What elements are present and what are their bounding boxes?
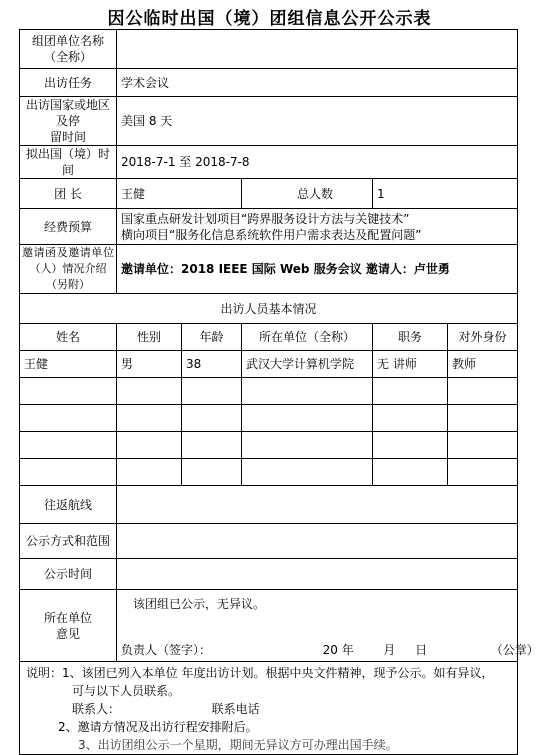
unit-opinion-label-line2: 意见	[55, 626, 80, 641]
unit-opinion-label-line1: 所在单位	[43, 610, 92, 625]
table-row	[20, 378, 518, 405]
table-row	[20, 459, 518, 486]
task-value: 学术会议	[117, 69, 518, 97]
invitation-label	[20, 245, 117, 294]
member-age: 38	[182, 351, 242, 378]
date-value: 2018-7-1 至 2018-7-8	[117, 146, 518, 179]
member-gender: 男	[117, 351, 182, 378]
member-position	[373, 459, 448, 486]
member-identity	[448, 405, 518, 432]
col-header-position: 职务	[373, 324, 448, 351]
member-identity	[448, 432, 518, 459]
member-name: 王健	[20, 351, 117, 378]
member-gender	[117, 405, 182, 432]
publicity-form-table	[19, 29, 539, 755]
invitation-label-line1: 邀请函及邀请单位	[22, 246, 114, 259]
leader-value: 王健	[117, 179, 242, 209]
notes-section	[20, 662, 518, 755]
publicity-method-label: 公示方式和范围	[20, 524, 117, 559]
contact-phone-label: 联系电话	[211, 702, 260, 716]
member-name	[20, 405, 117, 432]
org-name-value	[117, 30, 518, 69]
budget-line-1: 国家重点研发计划项目“跨界服务设计方法与关键技术”	[121, 211, 410, 226]
publicity-method-value	[117, 524, 518, 559]
unit-opinion-label	[20, 590, 117, 662]
member-name	[20, 432, 117, 459]
members-heading: 出访人员基本情况	[20, 294, 518, 324]
signature-line	[121, 642, 539, 658]
col-header-name: 姓名	[20, 324, 117, 351]
member-identity	[448, 378, 518, 405]
budget-line-2: 横向项目“服务化信息系统软件用户需求表达及配置问题”	[121, 227, 422, 242]
unit-opinion-text: 该团组已公示，无异议。	[133, 597, 266, 611]
destination-label-line2: 留时间	[49, 130, 86, 144]
member-gender	[117, 432, 182, 459]
invitation-value: 邀请单位：2018 IEEE 国际 Web 服务会议 邀请人：卢世勇	[117, 245, 518, 294]
invitation-label-line2: （人）情况介绍（另附）	[29, 262, 107, 291]
member-position: 无 讲师	[373, 351, 448, 378]
member-position	[373, 405, 448, 432]
budget-value	[117, 209, 518, 245]
note-line-4: 2、邀请方情况及出访行程安排附后。	[58, 720, 258, 734]
signature-day: 日	[415, 643, 428, 657]
total-label: 总人数	[242, 179, 373, 209]
member-unit	[242, 432, 373, 459]
member-identity: 教师	[448, 351, 518, 378]
destination-value: 美国 8 天	[117, 97, 518, 146]
member-age	[182, 405, 242, 432]
col-header-identity: 对外身份	[448, 324, 518, 351]
route-label: 往返航线	[20, 486, 117, 524]
org-name-label-line1: 组团单位名称	[31, 34, 104, 48]
date-label: 拟出国（境）时间	[20, 146, 117, 179]
publicity-time-label: 公示时间	[20, 559, 117, 590]
member-position	[373, 432, 448, 459]
member-unit	[242, 459, 373, 486]
member-gender	[117, 378, 182, 405]
signature-label: 负责人（签字）：	[121, 643, 212, 657]
org-name-label-line2: （全称）	[43, 50, 92, 64]
publicity-time-value	[117, 559, 518, 590]
total-value: 1	[373, 179, 518, 209]
unit-opinion-value	[117, 590, 539, 662]
member-unit: 武汉大学计算机学院	[242, 351, 373, 378]
note-line-5: 3、出访团组公示一个星期，期间无异议方可办理出国手续。	[78, 738, 398, 752]
note-line-1: 说明：1、该团已列入本单位 年度出访计划。根据中央文件精神，现予公示。如有异议，	[26, 666, 494, 680]
member-name	[20, 459, 117, 486]
member-gender	[117, 459, 182, 486]
task-label: 出访任务	[20, 69, 117, 97]
member-name	[20, 378, 117, 405]
col-header-unit: 所在单位（全称）	[242, 324, 373, 351]
signature-month: 月	[383, 643, 396, 657]
member-identity	[448, 459, 518, 486]
note-line-3	[26, 700, 511, 718]
member-unit	[242, 405, 373, 432]
signature-year: 20 年	[322, 643, 354, 657]
member-age	[182, 459, 242, 486]
destination-label-line1: 出访国家或地区及停	[25, 98, 110, 128]
table-row	[20, 351, 518, 378]
official-seal-label: （公章）	[490, 643, 539, 657]
destination-label	[20, 97, 117, 146]
member-age	[182, 432, 242, 459]
leader-label: 团 长	[20, 179, 117, 209]
table-row	[20, 432, 518, 459]
col-header-gender: 性别	[117, 324, 182, 351]
route-value	[117, 486, 518, 524]
member-position	[373, 378, 448, 405]
member-unit	[242, 378, 373, 405]
org-name-label	[20, 30, 117, 69]
note-line-2: 可与以下人员联系。	[72, 684, 181, 698]
col-header-age: 年龄	[182, 324, 242, 351]
page-title: 因公临时出国（境）团组信息公开公示表	[107, 9, 432, 29]
table-row	[20, 405, 518, 432]
budget-label: 经费预算	[20, 209, 117, 245]
member-age	[182, 378, 242, 405]
contact-person-label: 联系人：	[72, 702, 121, 716]
